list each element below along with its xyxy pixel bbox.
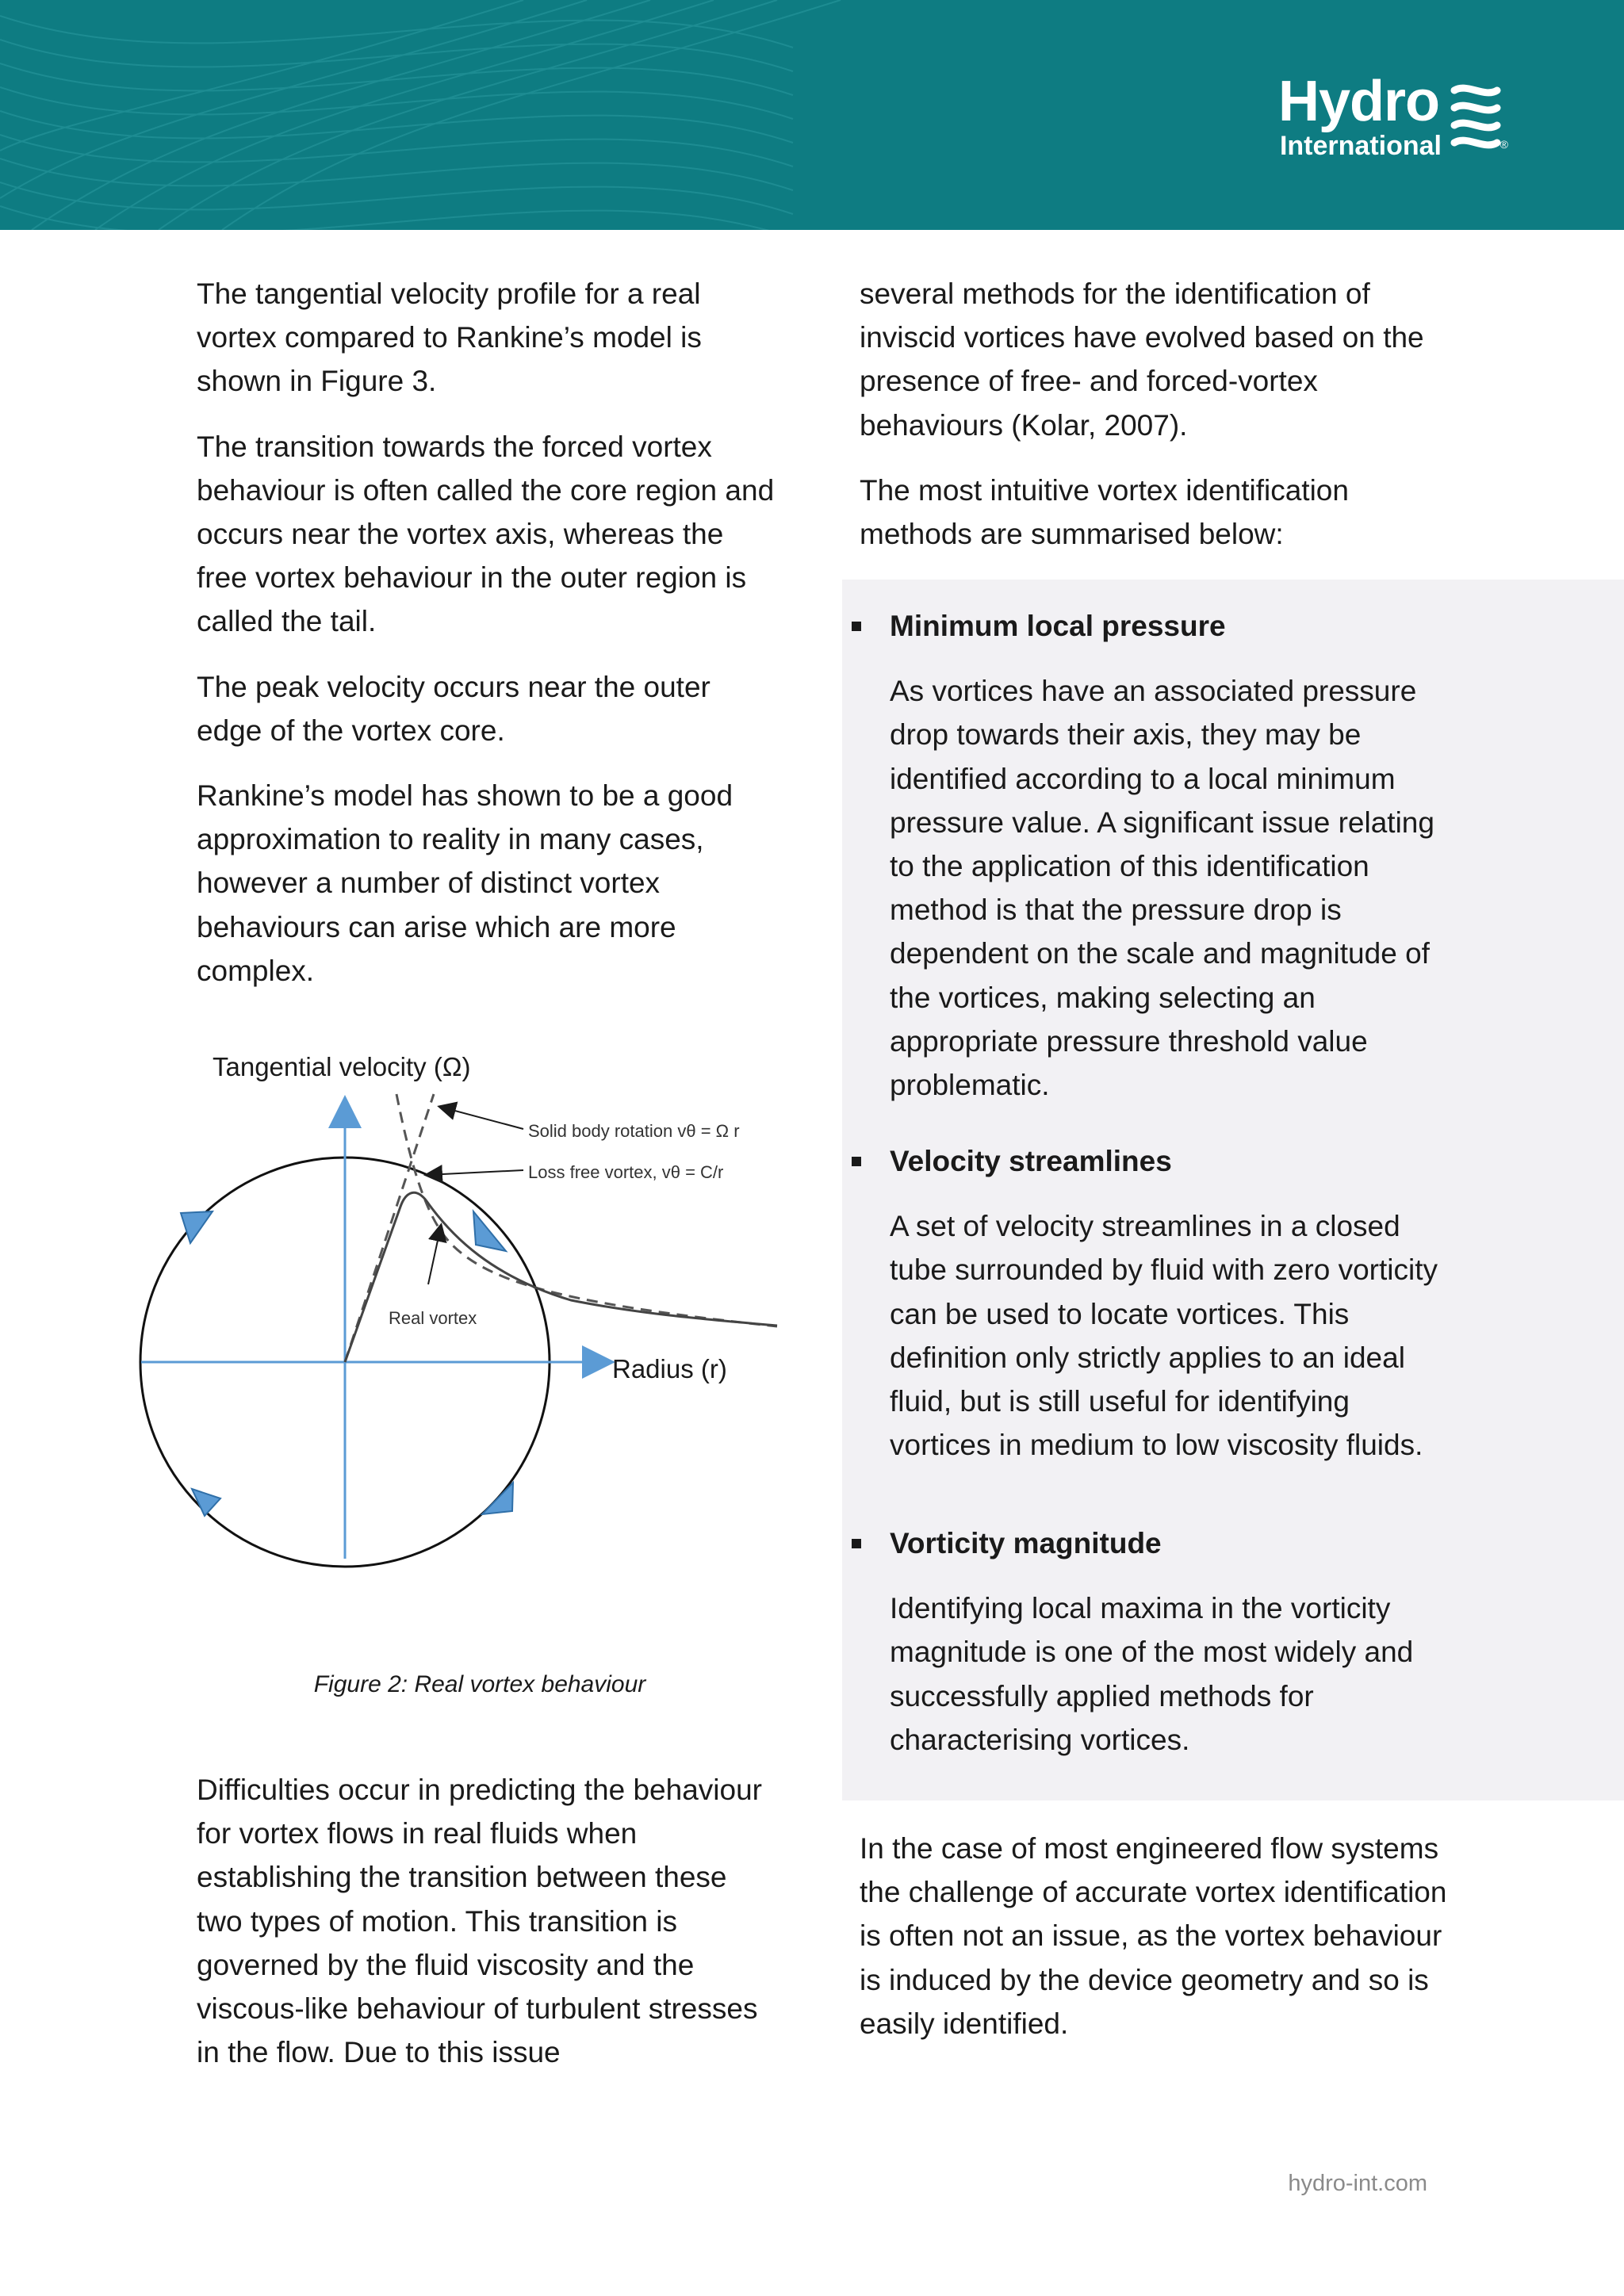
method-item (890, 1521, 1453, 1762)
logo-international-text: International (1279, 131, 1442, 161)
rotation-arrow-icon (482, 1483, 513, 1514)
bullet-square-icon (852, 1539, 861, 1548)
paragraph: The peak velocity occurs near the outer edge of the vortex core. (197, 670, 710, 747)
footer-website-link[interactable]: hydro-int.com (1288, 2171, 1427, 2196)
methods-panel (842, 580, 1624, 1800)
bullet-square-icon (852, 622, 861, 631)
vortex-diagram (127, 1039, 793, 1697)
page-header (0, 0, 1624, 230)
logo-hydro-text: Hydro (1277, 70, 1439, 133)
right-column-bottom (860, 1827, 1462, 2067)
annotation-arrow (427, 1170, 523, 1175)
method-item (890, 1139, 1453, 1467)
method-title: Vorticity magnitude (890, 1527, 1162, 1559)
paragraph: The most intuitive vortex identification methods are summarised below: (860, 473, 1349, 551)
figure-caption: Figure 2: Real vortex behaviour (313, 1671, 646, 1697)
left-column-bottom (197, 1768, 776, 2095)
rotation-arrow-icon (181, 1211, 213, 1243)
method-item (890, 604, 1453, 1107)
paragraph: The tangential velocity profile for a real vortex compared to Rankine’s model is shown in Figure 3. (197, 277, 702, 398)
loss-free-label: Loss free vortex, vθ = C/r (528, 1162, 724, 1182)
method-description: A set of velocity streamlines in a closed tube surrounded by fluid with zero vorticity can be used to locate vortices. This definition only strictly applies to an ideal fluid, but is still useful for identifying vortices in medium to low viscosity fluids. (890, 1210, 1438, 1462)
bullet-square-icon (852, 1157, 861, 1166)
method-description: Identifying local maxima in the vorticity magnitude is one of the most widely and successfully applied methods for characterising vortices. (890, 1592, 1414, 1756)
real-vortex-curve (345, 1192, 777, 1362)
paragraph: Difficulties occur in predicting the behaviour for vortex flows in real fluids when establishing the transition between these two types of motion. This transition is governed by the fluid viscosity and the viscous-like behaviour of turbulent stresses in the flow. Due to this issue (197, 1774, 762, 2069)
x-axis-label: Radius (r) (612, 1354, 727, 1383)
paragraph: Rankine’s model has shown to be a good approximation to reality in many cases, however a number of distinct vortex behaviours can arise which are more complex. (197, 779, 733, 987)
vortex-diagram-svg (127, 1039, 793, 1697)
hydro-international-logo[interactable] (1277, 70, 1508, 162)
y-axis-label: Tangential velocity (Ω) (213, 1052, 471, 1081)
annotation-arrow (428, 1226, 441, 1284)
method-title: Minimum local pressure (890, 610, 1226, 642)
real-vortex-label: Real vortex (389, 1308, 477, 1328)
method-description: As vortices have an associated pressure drop towards their axis, they may be identified according to a local minimum pressure value. A significant issue relating to the application of this identification method is that the pressure drop is dependent on the scale and magnitude of the vortices, making selecting an appropriate pressure threshold value problematic. (890, 675, 1434, 1102)
registered-mark: ® (1500, 138, 1508, 151)
paragraph: The transition towards the forced vortex behaviour is often called the core region and occurs near the vortex axis, whereas the free vortex behaviour in the outer region is called the tail. (197, 430, 775, 638)
annotation-arrow (440, 1107, 523, 1129)
paragraph: In the case of most engineered flow systems the challenge of accurate vortex identification is often not an issue, as the vortex behaviour is induced by the device geometry and so is easily identified. (860, 1832, 1447, 2040)
paragraph: several methods for the identification of inviscid vortices have evolved based on the presence of free- and forced-vortex behaviours (Kolar, 2007). (860, 277, 1424, 442)
method-title: Velocity streamlines (890, 1145, 1172, 1177)
solid-body-label: Solid body rotation vθ = Ω r (528, 1121, 740, 1141)
logo-wave-icon (1448, 81, 1503, 152)
right-column-top (860, 272, 1462, 577)
left-column-top (197, 272, 776, 1014)
